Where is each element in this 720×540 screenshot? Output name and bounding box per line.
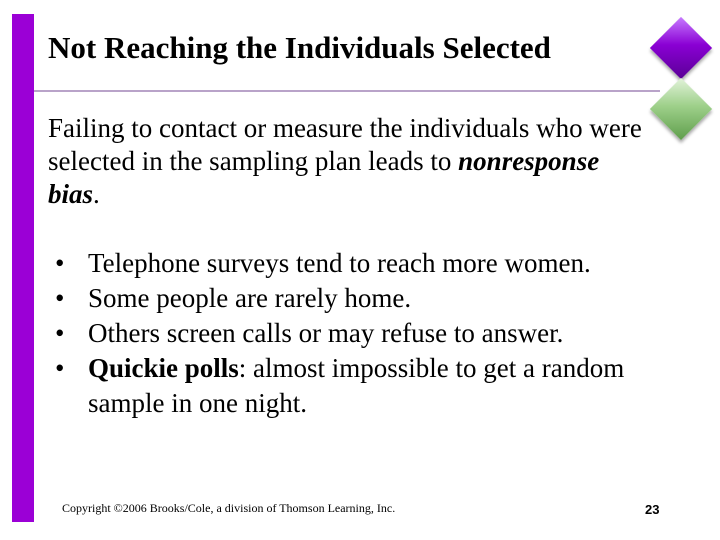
bullet-list: [55, 246, 665, 421]
bullet-item: [55, 281, 665, 316]
copyright-notice: Copyright ©2006 Brooks/Cole, a division of Thomson Learning, Inc.: [62, 501, 396, 515]
purple-diamond-icon: [650, 17, 712, 79]
bullet-icon: •: [55, 248, 65, 278]
bullet-text: Telephone surveys tend to reach more women.: [88, 248, 591, 278]
accent-bar: [12, 14, 34, 522]
bullet-item: [55, 351, 665, 421]
intro-end: .: [93, 179, 100, 209]
bullet-item: [55, 246, 665, 281]
bullet-text: : almost impossible to get a random sample in one night.: [88, 353, 625, 418]
slide-title: Not Reaching the Individuals Selected: [48, 30, 551, 65]
bullet-item: [55, 316, 665, 351]
bullet-text: Others screen calls or may refuse to answer.: [88, 318, 564, 348]
bullet-icon: •: [55, 353, 65, 383]
intro-text: Failing to contact or measure the individuals who were selected in the sampling plan leads to: [48, 113, 642, 176]
page-number: 23: [645, 502, 660, 517]
green-diamond-icon: [650, 78, 712, 140]
bullet-text: Some people are rarely home.: [88, 283, 412, 313]
intro-paragraph: [48, 112, 648, 211]
title-divider: [34, 90, 660, 92]
bullet-icon: •: [55, 283, 65, 313]
bullet-lead: Quickie polls: [88, 353, 239, 383]
key-term: nonresponse bias: [48, 146, 600, 209]
bullet-icon: •: [55, 318, 65, 348]
